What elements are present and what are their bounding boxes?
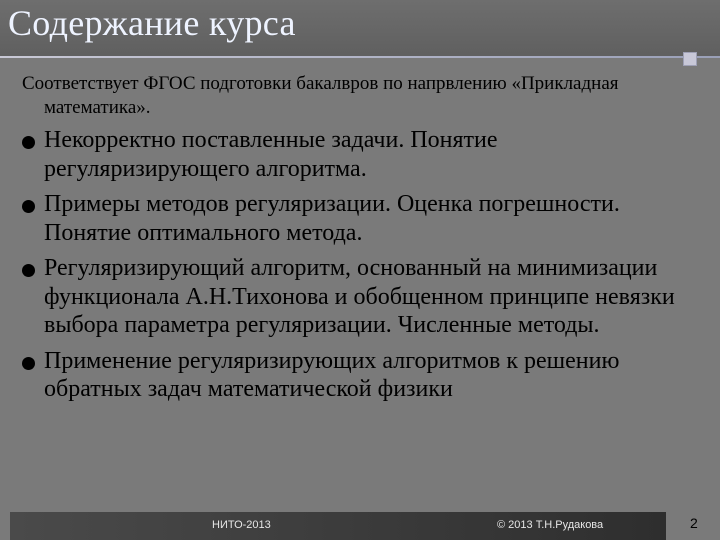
slide-content [22, 72, 702, 411]
footer-copyright: © 2013 Т.Н.Рудакова [497, 519, 604, 531]
footer-event: НИТО-2013 [212, 519, 271, 531]
title-divider [0, 56, 720, 58]
bullet-item [22, 347, 702, 404]
bullet-icon [22, 136, 35, 149]
intro-text: Соответствует ФГОС подготовки бакалвров по напрвлению «Прикладная математика». [22, 73, 619, 118]
bullet-icon [22, 200, 35, 213]
bullet-text: Примеры методов регуляризации. Оценка погрешности. Понятие оптимального метода. [44, 191, 620, 246]
slide-title: Содержание курса [8, 3, 296, 43]
bullet-item [22, 190, 702, 247]
bullet-icon [22, 264, 35, 277]
bullet-item [22, 126, 702, 183]
decorative-square [683, 52, 697, 66]
bullet-text: Некорректно поставленные задачи. Понятие регуляризирующего алгоритма. [44, 127, 498, 182]
bullet-list [22, 126, 702, 404]
page-number: 2 [690, 515, 698, 531]
bullet-icon [22, 357, 35, 370]
bullet-text: Применение регуляризирующих алгоритмов к решению обратных задач математической физики [44, 347, 620, 402]
bullet-text: Регуляризирующий алгоритм, основанный на минимизации функционала А.Н.Тихонова и обобщенном принципе невязки выбора параметра регуляризации. Численные методы. [44, 255, 675, 338]
bullet-item [22, 254, 702, 340]
